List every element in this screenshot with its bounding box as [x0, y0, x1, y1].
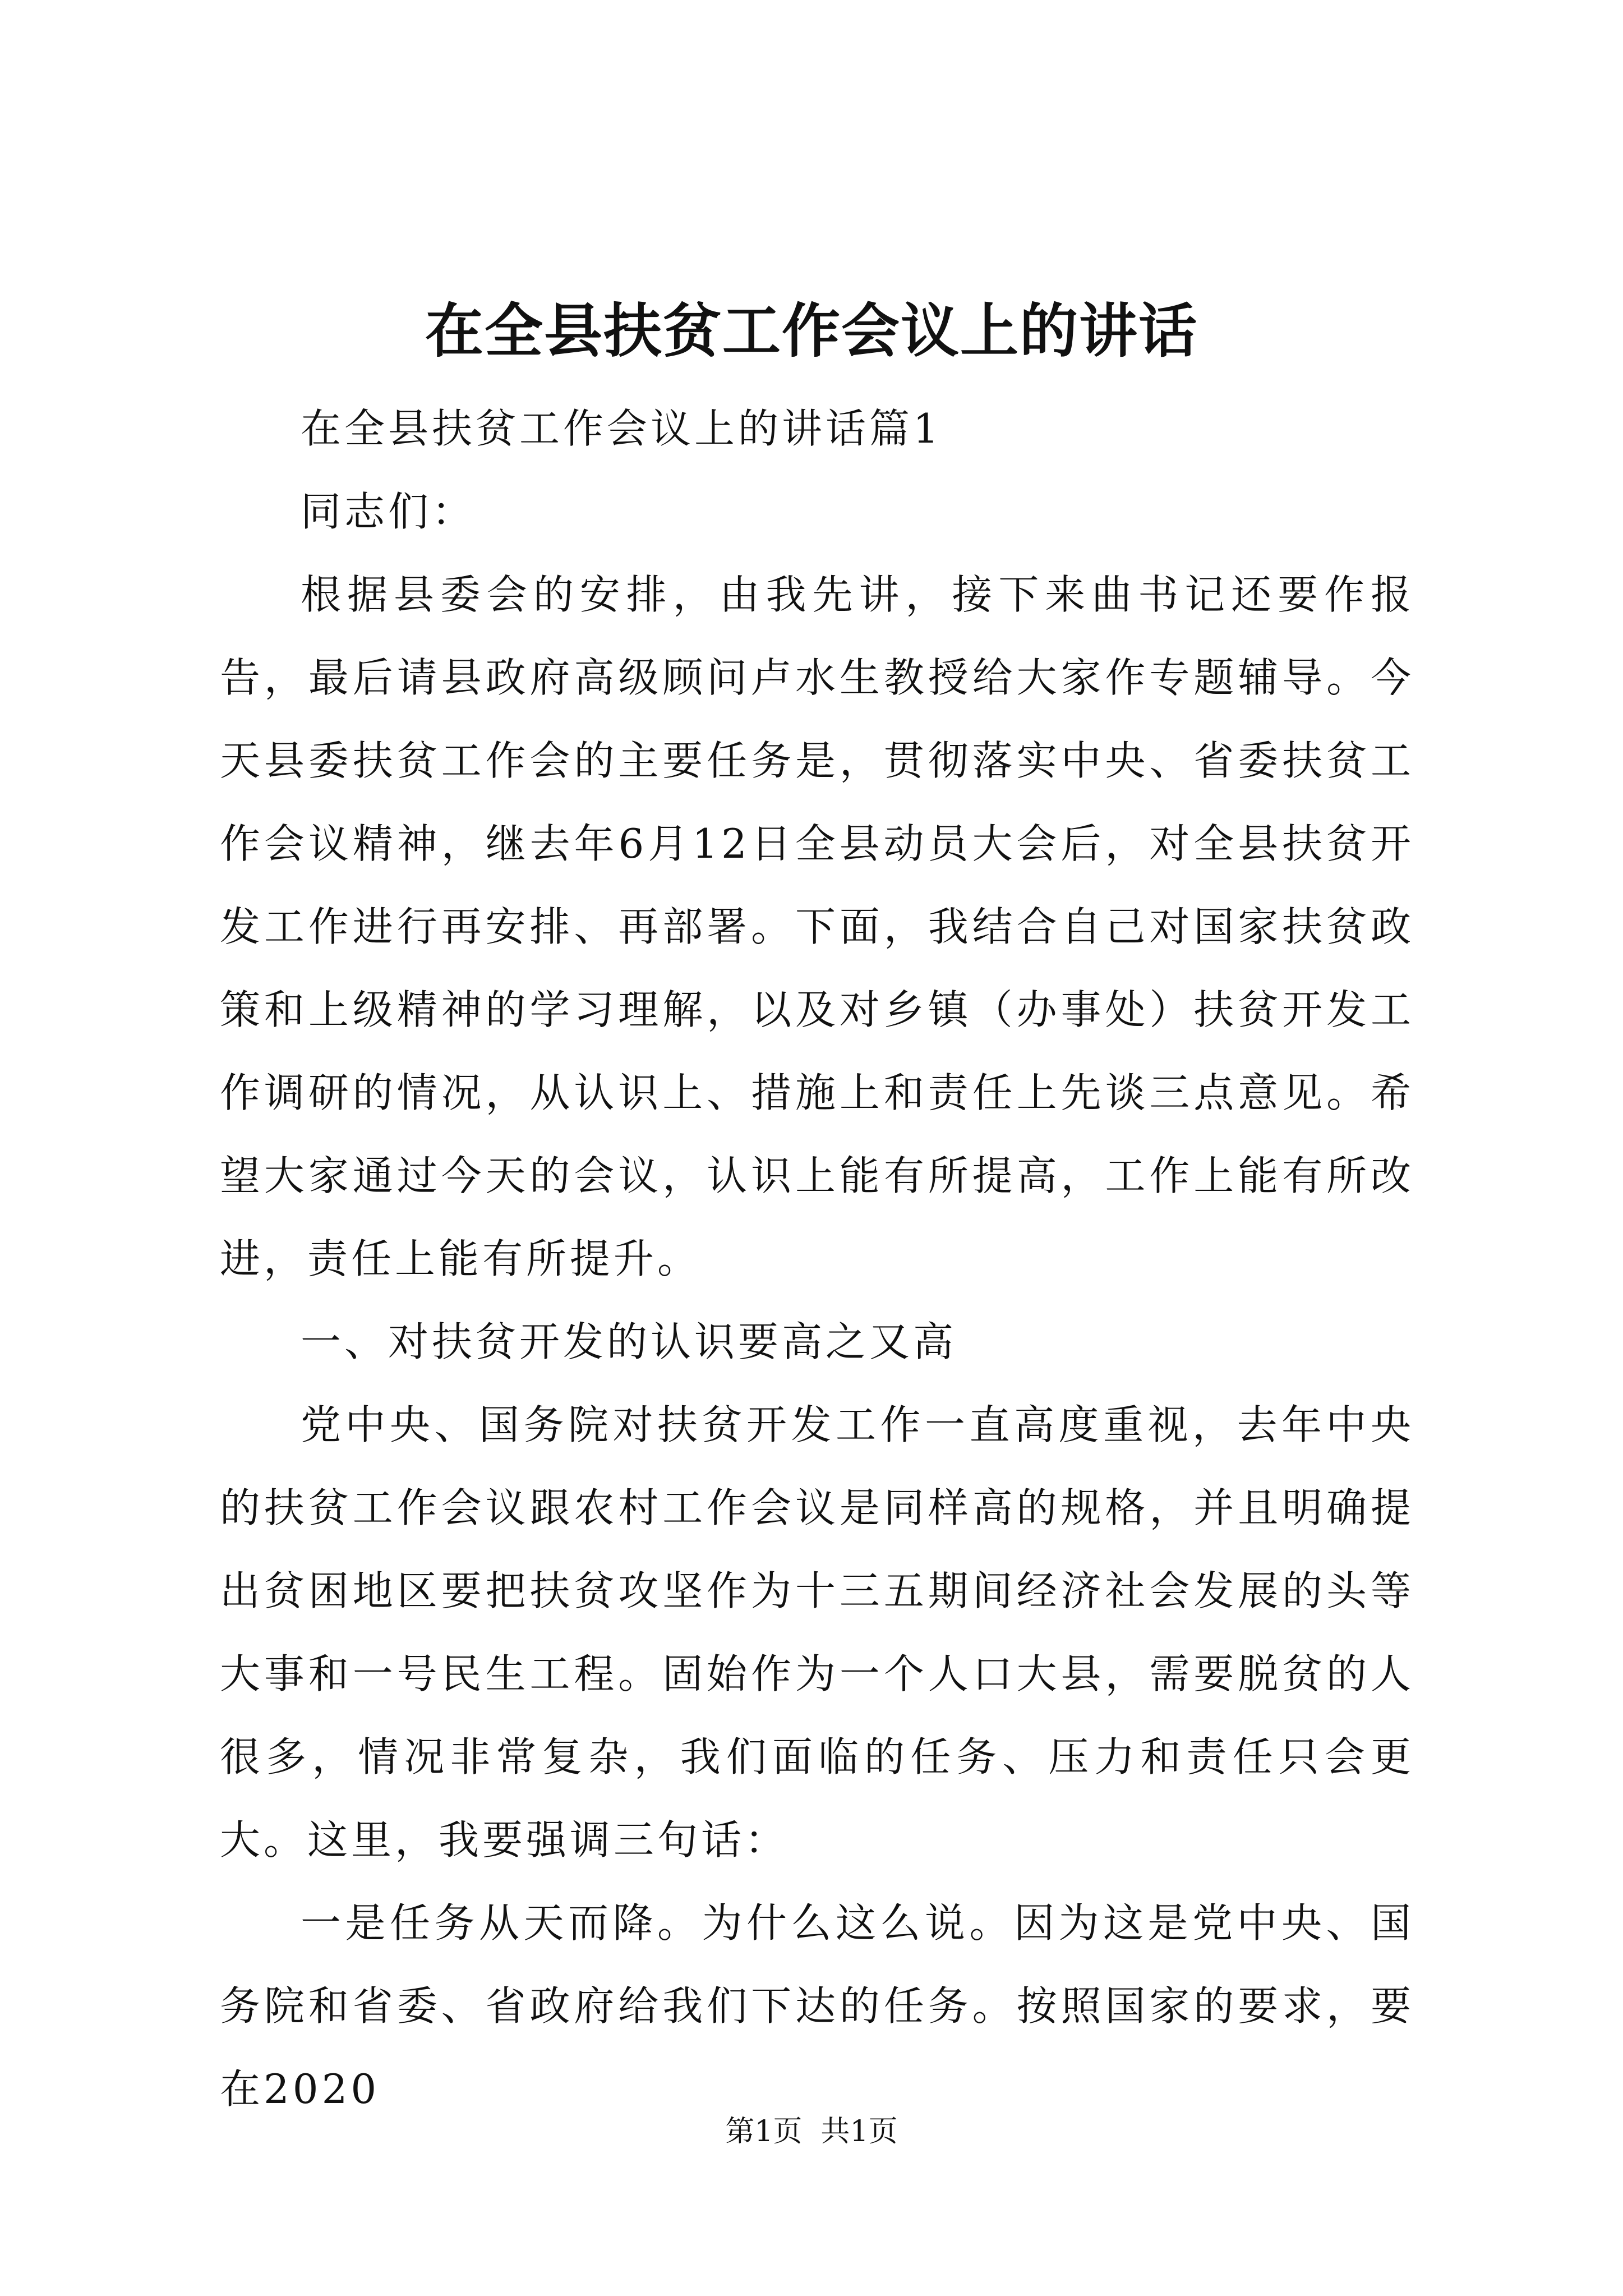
body-paragraph: 根据县委会的安排，由我先讲，接下来曲书记还要作报告，最后请县政府高级顾问卢水生教授给大家作专题辅导。今天县委扶贫工作会的主要任务是，贯彻落实中央、省委扶贫工作会议精神，继去年6月12日全县动员大会后，对全县扶贫开发工作进行再安排、再部署。下面，我结合自己对国家扶贫政策和上级精神的学习理解，以及对乡镇（办事处）扶贫开发工作调研的情况，从认识上、措施上和责任上先谈三点意见。希望大家通过今天的会议，认识上能有所提高，工作上能有所改进，责任上能有所提升。	[220, 571, 1414, 1282]
page-number: 第1页 共1页	[725, 2115, 898, 2148]
page-footer	[0, 2109, 1623, 2154]
document-title: 在全县扶贫工作会议上的讲话	[425, 296, 1198, 365]
body-paragraph: 一是任务从天而降。为什么这么说。因为这是党中央、国务院和省委、省政府给我们下达的任务。按照国家的要求，要在2020	[220, 1899, 1414, 2113]
salutation-paragraph: 同志们：	[301, 488, 476, 535]
section-heading: 一、对扶贫开发的认识要高之又高	[301, 1318, 957, 1365]
subtitle-paragraph: 在全县扶贫工作会议上的讲话篇1	[301, 405, 942, 452]
body-paragraph: 党中央、国务院对扶贫开发工作一直高度重视，去年中央的扶贫工作会议跟农村工作会议是同样高的规格，并且明确提出贫困地区要把扶贫攻坚作为十三五期间经济社会发展的头等大事和一号民生工程。固始作为一个人口大县，需要脱贫的人很多，情况非常复杂，我们面临的任务、压力和责任只会更大。这里，我要强调三句话：	[220, 1401, 1414, 1864]
document-body	[220, 387, 1414, 2131]
